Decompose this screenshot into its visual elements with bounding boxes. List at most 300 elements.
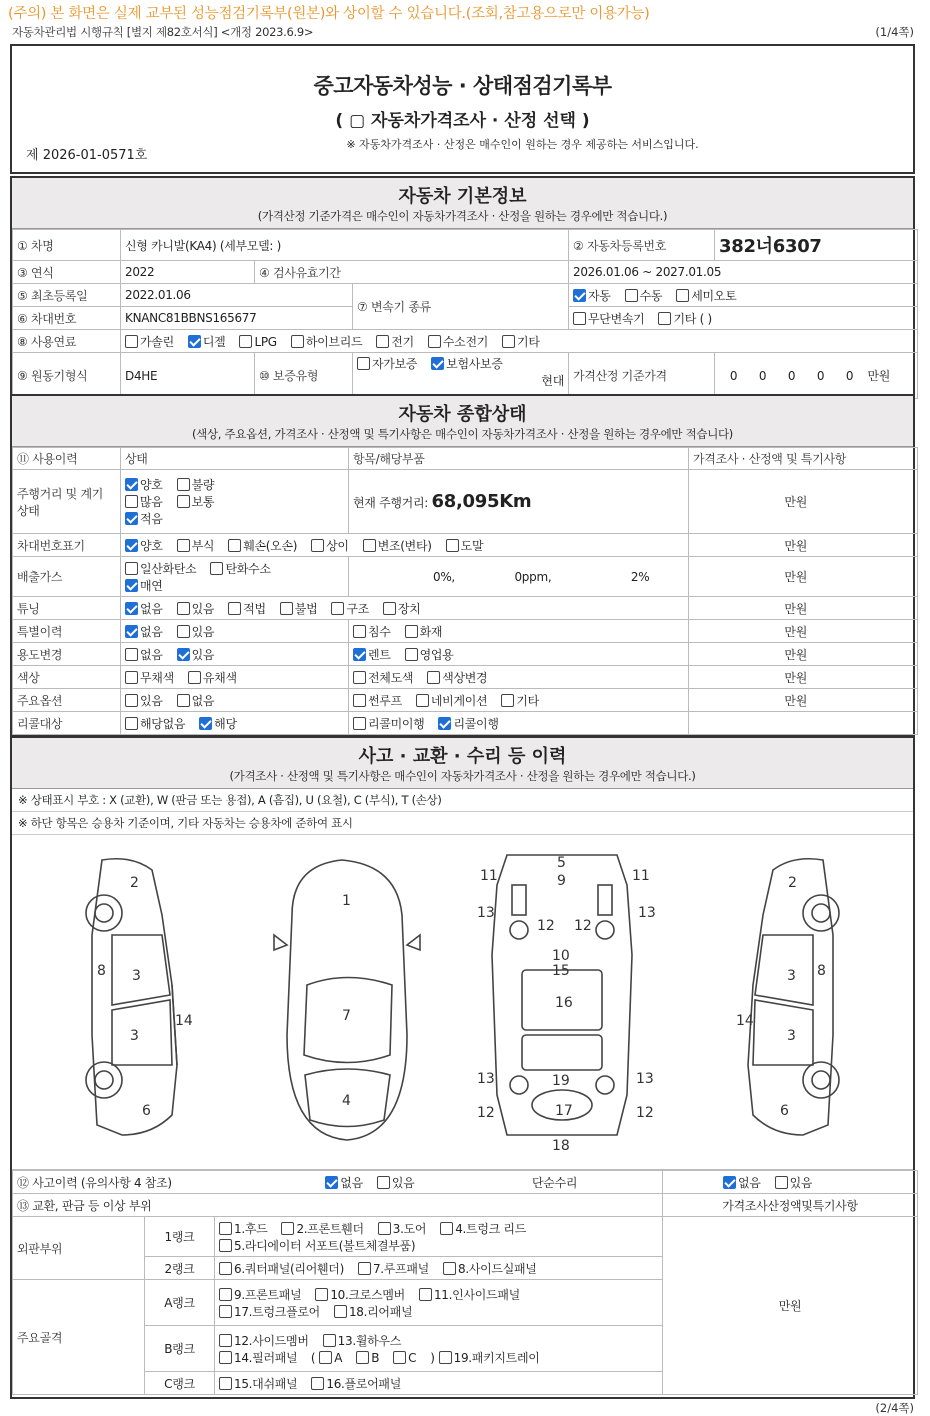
checkbox-unchecked[interactable] (177, 495, 190, 508)
emission-opts-1 (125, 560, 344, 577)
checkbox-option (125, 476, 163, 493)
vin-value: KNANC81BBNS165677 (121, 307, 353, 330)
checkbox-checked[interactable] (188, 335, 201, 348)
checkbox-label: 없음 (191, 693, 215, 708)
checkbox-unchecked[interactable] (281, 1222, 294, 1235)
section-note: (색상, 주요옵션, 가격조사 · 산정액 및 특기사항은 매수인이 자동차가격조사 · 산정을 원하는 경우에만 적습니다) (191, 427, 733, 441)
svg-text:12: 12 (574, 918, 592, 934)
checkbox-label: 5.라디에이터 서포트(볼트체결부품) (234, 1238, 416, 1253)
svg-text:1: 1 (342, 893, 351, 909)
checkbox-label: 리콜미이행 (368, 716, 425, 731)
svg-text:3: 3 (132, 968, 141, 984)
checkbox-unchecked[interactable] (280, 602, 293, 615)
mileage-label: 주행거리 및 계기 상태 (13, 470, 121, 534)
pillar-options (319, 1351, 430, 1365)
usage-change-options (121, 643, 349, 666)
checkbox-option (325, 1174, 363, 1191)
checkbox-label: 디젤 (202, 334, 226, 349)
checkbox-unchecked[interactable] (353, 717, 366, 730)
checkbox-option (319, 1351, 342, 1365)
checkbox-option (383, 600, 421, 617)
page-number-top: (1/4쪽) (875, 25, 914, 39)
checkbox-option (291, 333, 362, 350)
mileage-price: 만원 (689, 470, 918, 534)
checkbox-label: 해당없음 (140, 716, 186, 731)
checkbox-unchecked[interactable] (416, 694, 429, 707)
checkbox-option (125, 692, 163, 709)
checkbox-label: 매연 (140, 578, 163, 593)
checkbox-unchecked[interactable] (219, 1239, 232, 1252)
checkbox-label: 유채색 (202, 670, 237, 685)
checkbox-label: 15.대쉬패널 (234, 1376, 298, 1391)
checkbox-unchecked[interactable] (427, 671, 440, 684)
checkbox-unchecked[interactable] (125, 495, 138, 508)
price-label: 가격조사산정액및특기사항 (663, 1194, 918, 1217)
car-side-right (748, 859, 839, 1135)
checkbox-option (723, 1174, 761, 1191)
checkbox-option (219, 1375, 297, 1392)
section-title: 자동차 기본정보 (398, 186, 527, 207)
checkbox-unchecked[interactable] (446, 539, 459, 552)
checkbox-unchecked[interactable] (319, 1351, 332, 1364)
section-title: 사고 · 교환 · 수리 등 이력 (358, 746, 567, 767)
checkbox-checked[interactable] (125, 625, 138, 638)
checkbox-label: 없음 (738, 1175, 761, 1190)
checkbox-checked[interactable] (125, 602, 138, 615)
checkbox-option (188, 333, 226, 350)
checkbox-unchecked[interactable] (125, 335, 138, 348)
reg-no-label: ② 자동차등록번호 (569, 230, 715, 261)
document-subtitle: ( ▢ 자동차가격조사 · 산정 선택 ) (335, 111, 590, 131)
checkbox-option (125, 577, 163, 594)
checkbox-unchecked[interactable] (177, 602, 190, 615)
checkbox-unchecked[interactable] (353, 671, 366, 684)
state-col: 상태 (121, 448, 349, 470)
checkbox-label: 있음 (789, 1175, 813, 1190)
checkbox-unchecked[interactable] (311, 1377, 324, 1390)
checkbox-label: 16.플로어패널 (326, 1376, 402, 1391)
checkbox-option (280, 600, 318, 617)
checkbox-unchecked[interactable] (357, 357, 370, 370)
price-unit: 만원 (867, 369, 891, 383)
checkbox-unchecked[interactable] (219, 1377, 232, 1390)
checkbox-option (676, 287, 736, 304)
warranty-cell (353, 353, 569, 399)
checkbox-label: 침수 (368, 624, 391, 639)
checkbox-unchecked[interactable] (376, 335, 389, 348)
checkbox-label: 색상변경 (442, 670, 488, 685)
svg-text:13: 13 (477, 905, 495, 921)
svg-text:14: 14 (175, 1013, 193, 1029)
checkbox-option (188, 669, 237, 686)
checkbox-unchecked[interactable] (353, 694, 366, 707)
car-diagram-svg (12, 835, 913, 1170)
svg-text:2: 2 (788, 875, 797, 891)
legend-standard: ※ 하단 항목은 승용차 기준이며, 기타 자동차는 승용차에 준하여 표시 (12, 812, 913, 835)
checkbox-checked[interactable] (199, 717, 212, 730)
checkbox-option (573, 287, 611, 304)
checkbox-option (419, 1286, 520, 1303)
checkbox-label: 2.프론트휀더 (296, 1221, 364, 1236)
year-value: 2022 (121, 261, 255, 284)
svg-text:8: 8 (817, 963, 826, 979)
checkbox-option (356, 1351, 379, 1365)
checkbox-unchecked[interactable] (356, 1351, 369, 1364)
checkbox-label: 자동 (588, 288, 611, 303)
checkbox-option (353, 692, 402, 709)
checkbox-unchecked[interactable] (363, 539, 376, 552)
form-reference: 자동차관리법 시행규칙 [별지 제82호서식] <개정 2023.6.9> (12, 25, 314, 39)
price-digit: 0 (787, 369, 796, 383)
svg-text:9: 9 (557, 873, 566, 889)
special-options-2 (349, 620, 689, 643)
checkbox-unchecked[interactable] (393, 1351, 406, 1364)
mileage-opts-3 (125, 510, 344, 527)
checkbox-label: 13.휠하우스 (337, 1333, 402, 1348)
checkbox-unchecked[interactable] (219, 1222, 232, 1235)
checkbox-unchecked[interactable] (177, 539, 190, 552)
svg-text:4: 4 (342, 1093, 351, 1109)
first-reg-label: ⑤ 최초등록일 (13, 284, 121, 307)
warranty-label: ⑩ 보증유형 (255, 353, 353, 399)
checkbox-unchecked[interactable] (377, 1176, 390, 1189)
outer-label: 외판부위 (13, 1217, 145, 1280)
checkbox-option (439, 1349, 540, 1366)
checkbox-unchecked[interactable] (334, 1305, 347, 1318)
checkbox-unchecked[interactable] (353, 625, 366, 638)
checkbox-option (353, 715, 424, 732)
checkbox-unchecked[interactable] (291, 335, 304, 348)
checkbox-label: 6.쿼터패널(리어휀더) (234, 1261, 344, 1276)
inspect-period: 2026.01.06 ~ 2027.01.05 (569, 261, 918, 284)
checkbox-option (125, 646, 163, 663)
checkbox-unchecked[interactable] (125, 694, 138, 707)
simple-repair-options (663, 1171, 918, 1194)
checkbox-option (219, 1260, 344, 1277)
vin-label: ⑥ 차대번호 (13, 307, 121, 330)
section-title: 자동차 종합상태 (398, 404, 527, 425)
rank1-row-b (219, 1237, 658, 1254)
vin-mark-options (121, 534, 689, 557)
checkbox-unchecked[interactable] (219, 1288, 232, 1301)
history-options (325, 1176, 428, 1190)
price-label: 가격산정 기준가격 (569, 353, 715, 399)
trans-options-2 (569, 307, 918, 330)
checkbox-unchecked[interactable] (658, 312, 671, 325)
recall-price (689, 712, 918, 735)
accident-header (12, 738, 913, 789)
overall-table (12, 447, 918, 735)
checkbox-label: 있음 (140, 693, 163, 708)
checkbox-unchecked[interactable] (358, 1262, 371, 1275)
checkbox-option (311, 1375, 401, 1392)
checkbox-unchecked[interactable] (177, 478, 190, 491)
checkbox-unchecked[interactable] (428, 335, 441, 348)
checkbox-option (573, 310, 644, 327)
special-label: 특별이력 (13, 620, 121, 643)
checkbox-label: 8.사이드실패널 (457, 1261, 537, 1276)
checkbox[interactable] (219, 1351, 232, 1364)
checkbox-label: 11.인사이드패널 (433, 1287, 520, 1302)
checkbox-unchecked[interactable] (378, 1222, 391, 1235)
checkbox-checked[interactable] (177, 648, 190, 661)
checkbox-label: 4.트렁크 리드 (455, 1221, 527, 1236)
checkbox-option (357, 355, 417, 372)
rankC-label: C랭크 (145, 1372, 215, 1395)
trans-options (569, 284, 918, 307)
checkbox-unchecked[interactable] (439, 1351, 452, 1364)
checkbox-label: 전기 (391, 334, 414, 349)
svg-text:19: 19 (552, 1073, 570, 1089)
tuning-options (121, 597, 689, 620)
rankB-items (215, 1326, 663, 1372)
checkbox-unchecked[interactable] (440, 1222, 453, 1235)
checkbox-unchecked[interactable] (219, 1334, 232, 1347)
checkbox-unchecked[interactable] (219, 1305, 232, 1318)
price-digit: 0 (758, 369, 767, 383)
checkbox-option (438, 715, 498, 732)
checkbox-unchecked[interactable] (775, 1176, 788, 1189)
mileage-opts-2 (125, 493, 344, 510)
svg-text:11: 11 (632, 868, 650, 884)
svg-text:2: 2 (130, 875, 139, 891)
option-price: 만원 (689, 689, 918, 712)
trans-label: ⑦ 변속기 종류 (353, 284, 569, 330)
checkbox-label: 자가보증 (372, 357, 418, 371)
checkbox-unchecked[interactable] (501, 694, 514, 707)
checkbox-unchecked[interactable] (405, 648, 418, 661)
svg-text:13: 13 (477, 1071, 495, 1087)
checkbox-unchecked[interactable] (573, 312, 586, 325)
checkbox-unchecked[interactable] (228, 602, 241, 615)
checkbox-checked[interactable] (325, 1176, 338, 1189)
svg-text:13: 13 (638, 905, 656, 921)
tuning-price: 만원 (689, 597, 918, 620)
history-label: ⑫ 사고이력 (유의사항 4 참조) (17, 1175, 172, 1190)
checkbox-unchecked[interactable] (219, 1262, 232, 1275)
checkbox-label: 10.크로스멤버 (330, 1287, 405, 1302)
svg-text:3: 3 (787, 1028, 796, 1044)
emission-price: 만원 (689, 557, 918, 597)
checkbox-option (658, 310, 711, 327)
checkbox-option (177, 646, 215, 663)
checkbox-option (125, 537, 163, 554)
car-name-label: ① 차명 (13, 230, 121, 261)
checkbox-label: 없음 (140, 647, 163, 662)
checkbox-checked[interactable] (125, 512, 138, 525)
mileage-text: 현재 주행거리: (353, 496, 429, 510)
svg-text:8: 8 (97, 963, 106, 979)
checkbox-unchecked[interactable] (419, 1288, 432, 1301)
checkbox-option (353, 623, 391, 640)
price-digit: 0 (729, 369, 738, 383)
checkbox-option (125, 600, 163, 617)
checkbox-checked[interactable] (353, 648, 366, 661)
checkbox-unchecked[interactable] (125, 562, 138, 575)
checkbox-unchecked[interactable] (125, 648, 138, 661)
accident-section (10, 736, 915, 1399)
checkbox-option (125, 623, 163, 640)
svg-text:5: 5 (557, 855, 566, 871)
checkbox-label: 해당 (214, 716, 237, 731)
checkbox-unchecked[interactable] (502, 335, 515, 348)
checkbox-option (353, 646, 391, 663)
checkbox-checked[interactable] (125, 579, 138, 592)
document-number: 제 2026-01-0571호 (26, 148, 148, 163)
checkbox-option (219, 1220, 267, 1237)
exchange-label: ⑬ 교환, 판금 등 이상 부위 (13, 1194, 663, 1217)
checkbox-option (363, 537, 432, 554)
checkbox-option (219, 1237, 415, 1254)
checkbox-unchecked[interactable] (228, 539, 241, 552)
checkbox-label: 있음 (191, 601, 215, 616)
checkbox-checked[interactable] (723, 1176, 736, 1189)
checkbox-option (177, 493, 215, 510)
checkbox-checked[interactable] (125, 478, 138, 491)
checkbox-checked[interactable] (573, 289, 586, 302)
color-options-2 (349, 666, 689, 689)
checkbox-option (125, 333, 174, 350)
checkbox-label: 있음 (191, 647, 215, 662)
checkbox-option (177, 537, 215, 554)
checkbox-option (219, 1303, 320, 1320)
checkbox-label: 구조 (346, 601, 369, 616)
checkbox-option (334, 1303, 412, 1320)
fuel-options (121, 330, 918, 353)
checkbox-option (219, 1332, 309, 1349)
recall-options (121, 712, 349, 735)
checkbox-unchecked[interactable] (125, 671, 138, 684)
svg-text:6: 6 (142, 1103, 151, 1119)
checkbox-label: 장치 (397, 601, 421, 616)
checkbox-label: 변조(변타) (377, 538, 432, 553)
checkbox-checked[interactable] (431, 357, 444, 370)
checkbox-label: 19.패키지트레이 (453, 1350, 540, 1365)
checkbox-option (125, 510, 163, 527)
checkbox-label: 있음 (391, 1175, 415, 1190)
svg-text:3: 3 (130, 1028, 139, 1044)
checkbox-label: 무단변속기 (588, 311, 645, 326)
checkbox-option (210, 560, 270, 577)
checkbox-unchecked[interactable] (177, 625, 190, 638)
svg-text:12: 12 (636, 1105, 654, 1121)
checkbox-option (177, 623, 215, 640)
checkbox-label: 화재 (419, 624, 443, 639)
tuning-label: 튜닝 (13, 597, 121, 620)
checkbox-unchecked[interactable] (323, 1334, 336, 1347)
reg-no-value: 382너6307 (715, 230, 918, 261)
checkbox-checked[interactable] (125, 539, 138, 552)
rank1-row-a (219, 1220, 658, 1237)
checkbox-label: 많음 (140, 495, 163, 509)
emission-values (349, 557, 689, 597)
checkbox-checked[interactable] (438, 717, 451, 730)
checkbox-option (177, 476, 215, 493)
car-name-value: 신형 카니발(KA4) (세부모델: ) (121, 230, 569, 261)
rankA-row-a (219, 1286, 658, 1303)
simple-repair-label: 단순수리 (532, 1175, 578, 1190)
checkbox-option (315, 1286, 405, 1303)
checkbox-label: 양호 (140, 478, 163, 492)
checkbox-option (443, 1260, 537, 1277)
price-col: 가격조사 · 산정액 및 특기사항 (689, 448, 918, 470)
inspect-label: ④ 검사유효기간 (255, 261, 569, 284)
basic-info-header (12, 178, 913, 229)
checkbox-label: 탄화수소 (225, 561, 271, 576)
color-label: 색상 (13, 666, 121, 689)
checkbox-unchecked[interactable] (383, 602, 396, 615)
checkbox-unchecked[interactable] (177, 694, 190, 707)
checkbox-label: 무채색 (140, 670, 174, 685)
warranty-company: 현대 (541, 374, 564, 388)
svg-text:6: 6 (780, 1103, 789, 1119)
checkbox-unchecked[interactable] (311, 539, 324, 552)
emission-label: 배출가스 (13, 557, 121, 597)
svg-text:12: 12 (537, 918, 555, 934)
checkbox-label: 영업용 (419, 647, 454, 662)
svg-text:11: 11 (480, 868, 498, 884)
recall-label: 리콜대상 (13, 712, 121, 735)
checkbox-unchecked[interactable] (125, 717, 138, 730)
mileage-opts-1 (125, 476, 344, 493)
page-number-bottom: (2/4쪽) (875, 1401, 914, 1415)
basic-info-section (10, 176, 915, 401)
checkbox-label: 보험사보증 (446, 357, 503, 371)
svg-text:13: 13 (636, 1071, 654, 1087)
checkbox-option (125, 560, 196, 577)
checkbox-label: 전체도색 (368, 670, 414, 685)
checkbox-label: 네비게이션 (430, 693, 488, 708)
checkbox-unchecked[interactable] (239, 335, 252, 348)
checkbox-unchecked[interactable] (210, 562, 223, 575)
checkbox-label: 18.리어패널 (348, 1304, 413, 1319)
paren-open: ( (310, 1350, 316, 1365)
checkbox-label: 도말 (460, 538, 484, 553)
basic-info-table (12, 229, 918, 399)
usage-col: ⑪ 사용이력 (13, 448, 121, 470)
checkbox-unchecked[interactable] (188, 671, 201, 684)
checkbox-option (405, 646, 454, 663)
checkbox-unchecked[interactable] (625, 289, 638, 302)
svg-text:14: 14 (736, 1013, 754, 1029)
emission-opts-2 (125, 577, 344, 594)
usage-change-price: 만원 (689, 643, 918, 666)
vin-mark-price: 만원 (689, 534, 918, 557)
checkbox-unchecked[interactable] (676, 289, 689, 302)
price-digits (719, 369, 864, 383)
checkbox-option (199, 715, 237, 732)
checkbox-label: 부식 (191, 538, 215, 553)
checkbox-label: 적음 (140, 512, 163, 526)
checkbox-option (311, 537, 349, 554)
checkbox-unchecked[interactable] (405, 625, 418, 638)
checkbox-unchecked[interactable] (315, 1288, 328, 1301)
checkbox-label: A (334, 1350, 343, 1365)
checkbox-option (502, 333, 540, 350)
checkbox-option (378, 1220, 426, 1237)
checkbox-unchecked[interactable] (331, 602, 344, 615)
checkbox-option (431, 355, 502, 372)
checkbox-unchecked[interactable] (443, 1262, 456, 1275)
first-reg-value: 2022.01.06 (121, 284, 353, 307)
checkbox-label: 양호 (140, 538, 163, 553)
checkbox-label: LPG (254, 334, 277, 349)
frame-label: 주요골격 (13, 1280, 145, 1395)
checkbox-label: 12.사이드멤버 (234, 1333, 309, 1348)
document-title: 중고자동차성능 · 상태점검기록부 (313, 74, 612, 98)
option-options-2 (349, 689, 689, 712)
svg-text:15: 15 (552, 963, 570, 979)
